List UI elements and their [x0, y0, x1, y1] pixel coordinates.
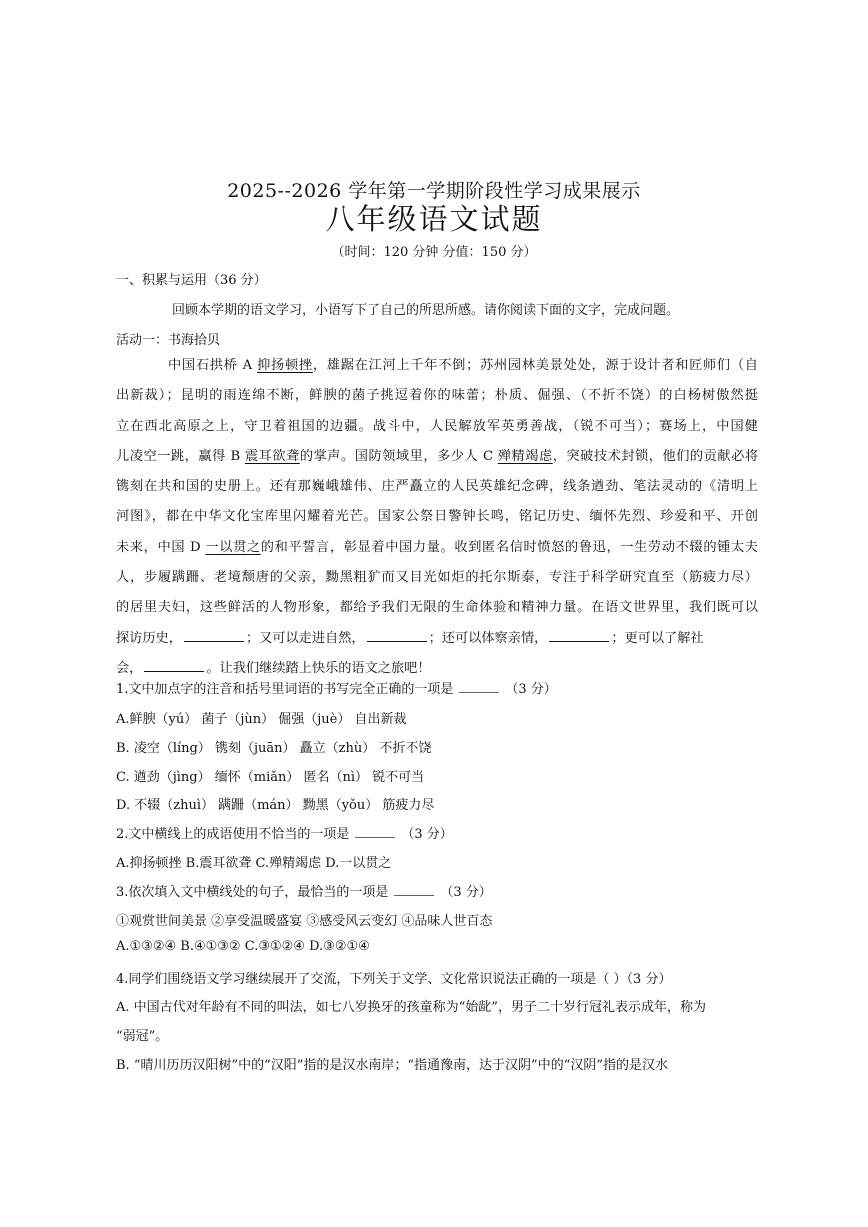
exam-series-title: 2025--2026 学年第一学期阶段性学习成果展示 — [227, 180, 641, 202]
answer-blank[interactable] — [394, 883, 434, 896]
option-1b: B. 凌空（líng） 镌刻（juān） 矗立（zhù） 不折不饶 — [116, 741, 432, 756]
section-heading: 一、积累与运用（36 分） — [116, 273, 267, 288]
fill-blank-1[interactable] — [184, 628, 244, 642]
answer-blank[interactable] — [459, 680, 499, 693]
sentence-choices-3: ①观赏世间美景 ②享受温暖盛宴 ③感受风云变幻 ④品味人世百态 — [116, 914, 493, 929]
option-4b-line1: B. “晴川历历汉阳树”中的“汉阳”指的是汉水南岸；“指通豫南，达于汉阴”中的“汉阴”指的是汉水 — [116, 1058, 668, 1073]
question-3: 3.依次填入文中横线处的句子，最恰当的一项是 （3 分） — [116, 885, 492, 900]
question-4: 4.同学们围绕语文学习继续展开了交流，下列关于文学、文化常识说法正确的一项是（ ）（3 分） — [116, 972, 672, 987]
question-1: 1.文中加点字的注音和括号里词语的书写完全正确的一项是 （3 分） — [116, 682, 557, 697]
exam-time-score: （时间：120 分钟 分值：150 分） — [331, 245, 537, 260]
question-2: 2.文中横线上的成语使用不恰当的一项是 （3 分） — [116, 827, 453, 842]
passage-line: 中国石拱桥 A 抑扬顿挫，雄踞在江河上千年不倒；苏州园林美景处处，源于设计者和匠师们（自 — [168, 358, 758, 373]
underlined-idiom-b: 震耳欲聋 — [244, 448, 300, 464]
option-4a-line1: A. 中国古代对年龄有不同的叫法，如七八岁换牙的孩童称为“始龀”，男子二十岁行冠礼表示成年，称为 — [116, 1000, 706, 1015]
underlined-idiom-a: 抑扬顿挫 — [257, 358, 313, 373]
passage-line: 人，步履蹒跚、老境颓唐的父亲，黝黑粗犷而又目光如炬的托尔斯泰，专注于科学研究直至（筋疲力尽） — [116, 570, 758, 586]
reading-passage — [116, 351, 758, 684]
passage-line: 探访历史， ；又可以走进自然， ；还可以体察亲情， ；更可以了解社 — [116, 624, 758, 654]
section-intro: 回顾本学期的语文学习，小语写下了自己的所思所感。请你阅读下面的文字，完成问题。 — [172, 303, 680, 318]
underlined-idiom-d: 一以贯之 — [205, 539, 261, 555]
option-4a-line2: “弱冠”。 — [116, 1029, 169, 1044]
passage-line: 河图》，都在中华文化宝库里闪耀着光芒。国家公祭日警钟长鸣，铭记历史、缅怀先烈、珍爱和平、开创 — [116, 509, 758, 525]
option-1d: D. 不辍（zhuì） 蹒跚（mán） 黝黑（yǒu） 筋疲力尽 — [116, 798, 435, 813]
option-1c: C. 遒劲（jìng） 缅怀（miǎn） 匿名（nì） 锐不可当 — [116, 770, 425, 785]
passage-line: 儿凌空一跳，赢得 B 震耳欲聋的掌声。国防领域里，多少人 C 殚精竭虑，突破技术封锁，他们的贡献必将 — [116, 448, 758, 464]
passage-line: 未来，中国 D 一以贯之的和平誓言，彰显着中国力量。收到匿名信时愤怒的鲁迅，一生劳动不辍的锺太夫 — [116, 539, 758, 555]
options-3: A.①③②④ B.④①③② C.③①②④ D.③②①④ — [116, 939, 370, 954]
answer-blank[interactable] — [355, 825, 395, 838]
option-1a: A.鲜腴（yú） 菌子（jùn） 倔强（juè） 自出新裁 — [116, 712, 407, 727]
passage-line: 出新裁）；昆明的雨连绵不断，鲜腴的菌子挑逗着你的味蕾；朴质、倔强、（不折不饶）的白杨树傲然挺 — [116, 388, 758, 404]
exam-title: 八年级语文试题 — [325, 202, 543, 236]
underlined-idiom-c: 殚精竭虑 — [497, 448, 553, 464]
fill-blank-2[interactable] — [367, 628, 427, 642]
passage-line: 会， 。让我们继续踏上快乐的语文之旅吧！ — [116, 654, 758, 684]
options-2: A.抑扬顿挫 B.震耳欲聋 C.殚精竭虑 D.一以贯之 — [116, 856, 392, 871]
fill-blank-3[interactable] — [549, 628, 609, 642]
passage-line: 立在西北高原之上，守卫着祖国的边疆。战斗中，人民解放军英勇善战，（锐不可当）；赛场上，中国健 — [116, 418, 758, 434]
passage-line: 镌刻在共和国的史册上。还有那巍峨雄伟、庄严矗立的人民英雄纪念碑，线条遒劲、笔法灵动的《清明上 — [116, 479, 758, 495]
activity-heading: 活动一：书海拾贝 — [116, 333, 221, 348]
passage-line: 的居里夫妇，这些鲜活的人物形象，都给予我们无限的生命体验和精神力量。在语文世界里，我们既可以 — [116, 600, 758, 616]
fill-blank-4[interactable] — [144, 658, 204, 672]
